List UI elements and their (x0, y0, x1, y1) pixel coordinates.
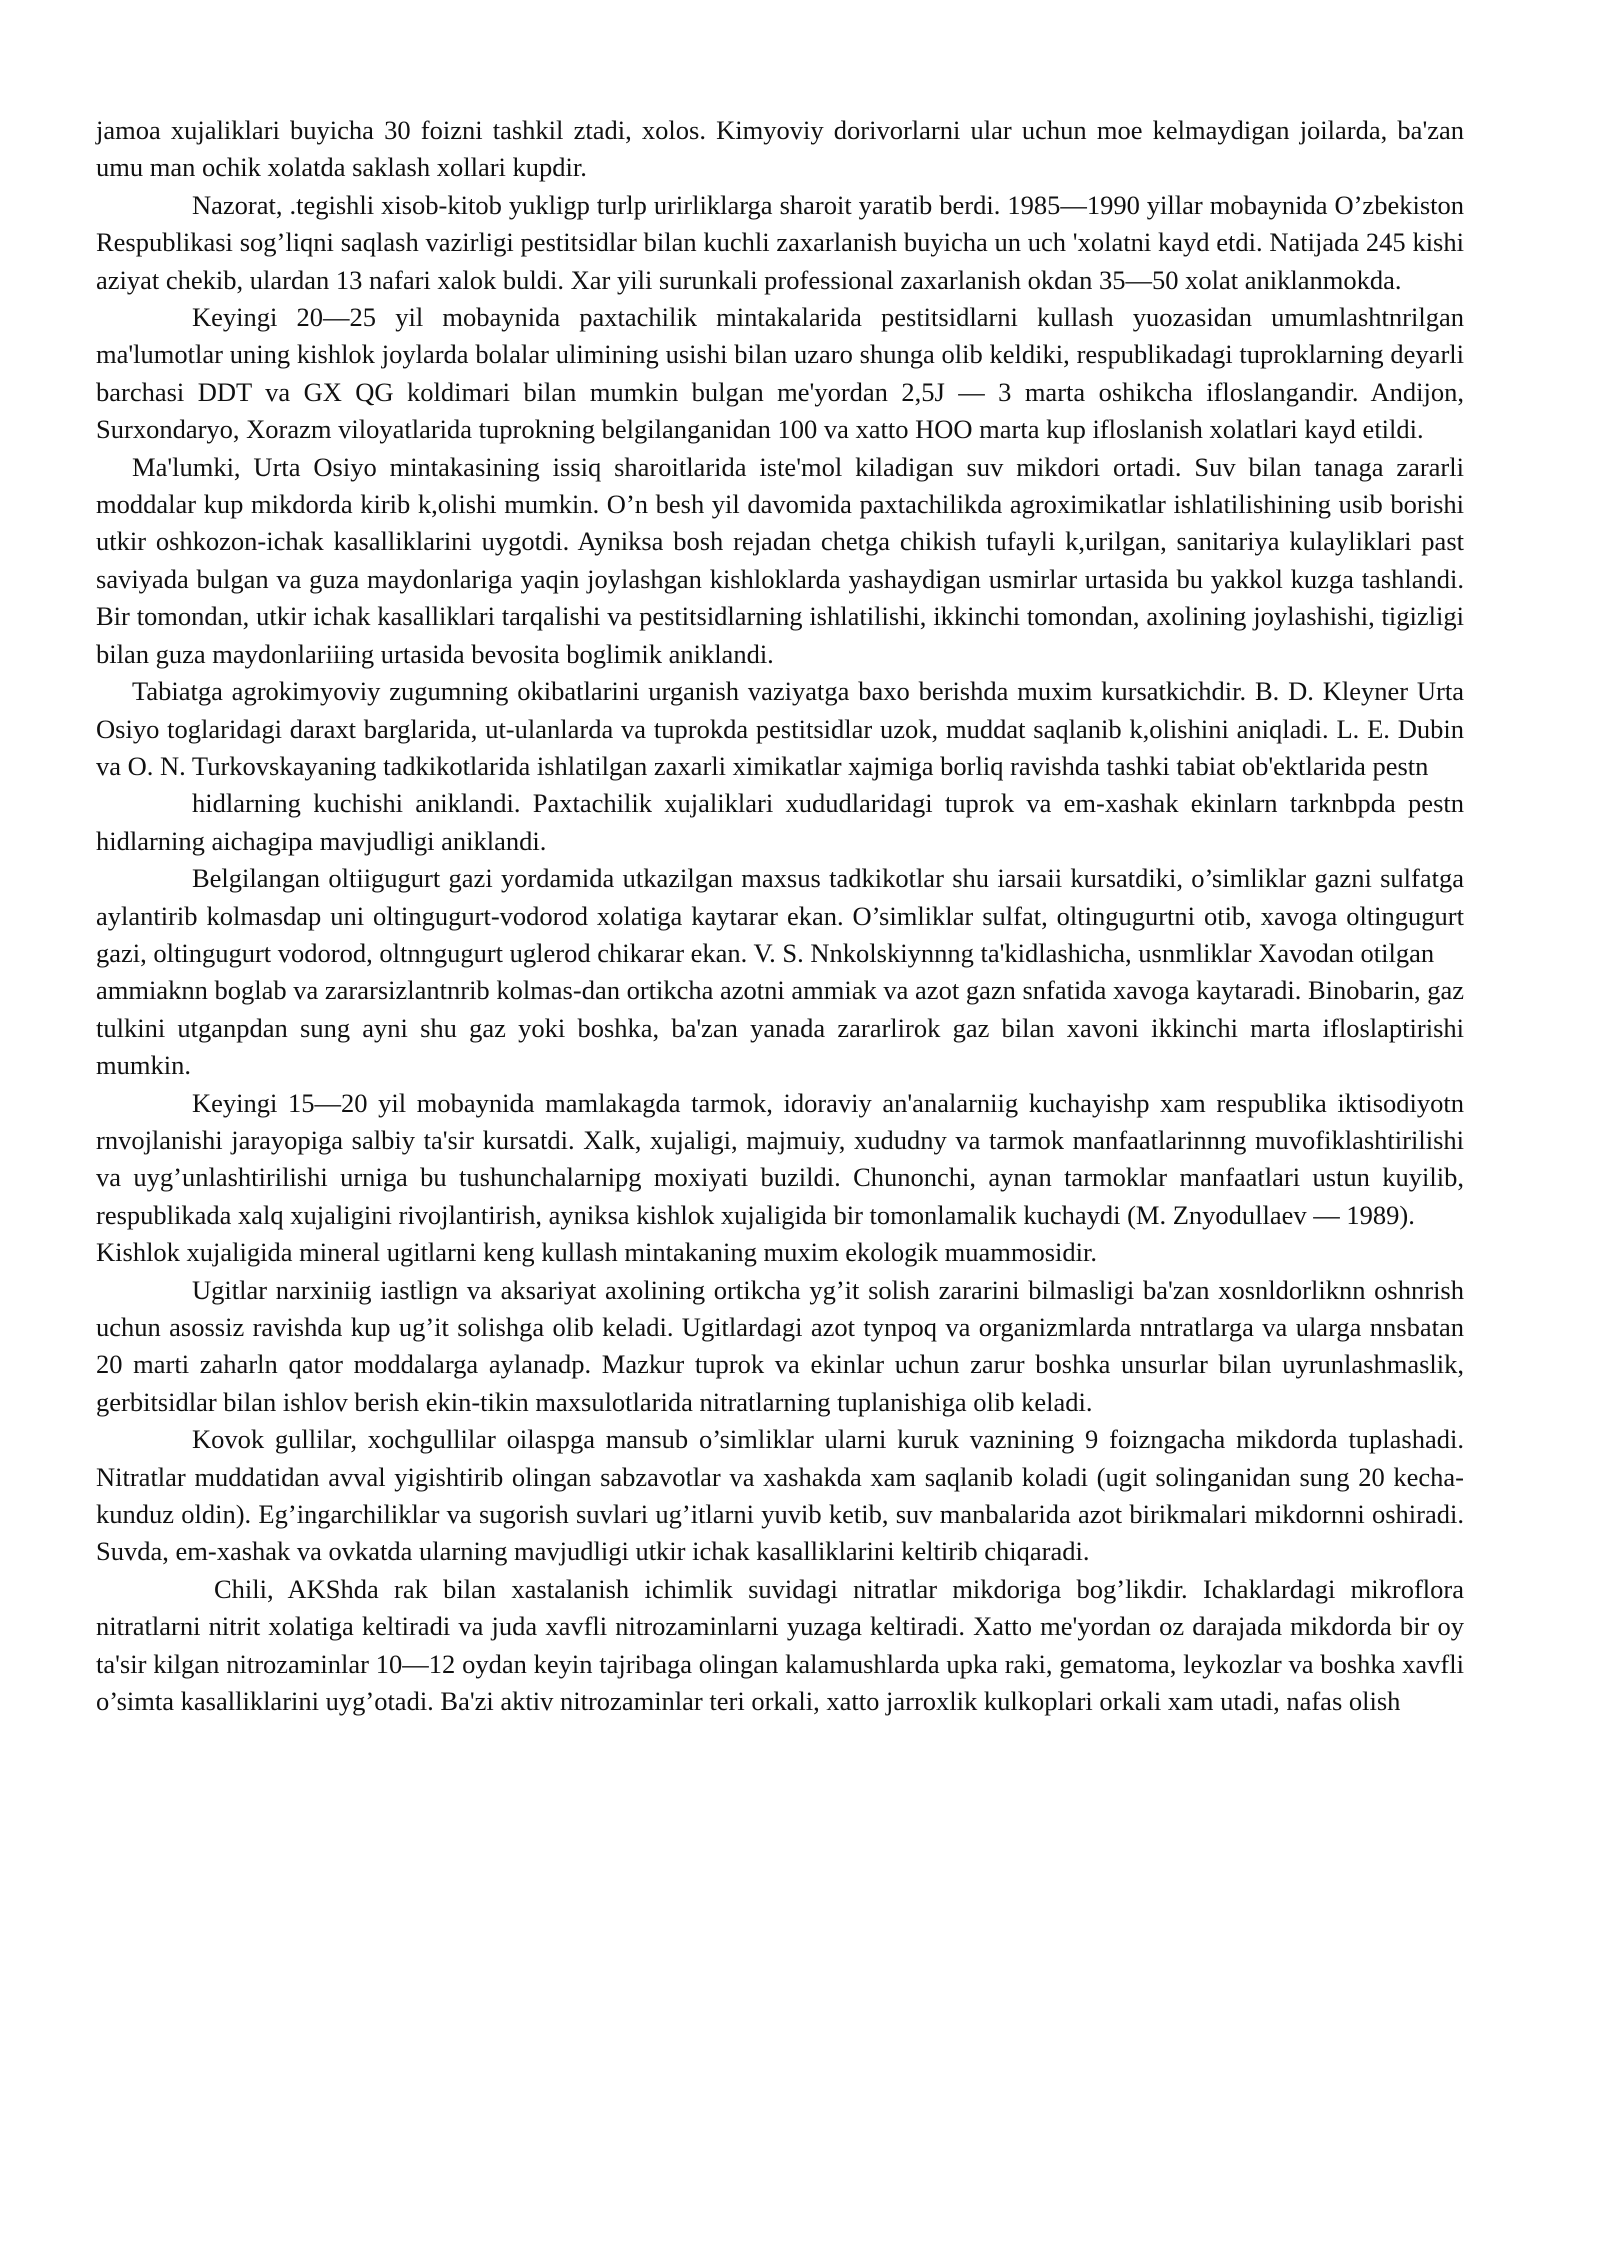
paragraph: Keyingi 20—25 yil mobaynida paxtachilik mintakalarida pestitsidlarni kullash yuozasidan umumlashtnrilgan ma'lumotlar uning kishlok joylarda bolalar ulimining usishi bilan uzaro shunga olib keldiki, respublikadagi tuproklarning deyarli barchasi DDT va GX QG koldimari bilan mumkin bulgan me'yordan 2,5J — 3 marta oshikcha ifloslangandir. Andijon, Surxondaryo, Xorazm viloyatlarida tuprokning belgilanganidan 100 va xatto HOO marta kup ifloslanish xolatlari kayd etildi. (96, 302, 1464, 445)
paragraph: Kovok gullilar, xochgullilar oilaspga mansub o’simliklar ularni kuruk vaznining 9 foizngacha mikdorda tuplashadi. Nitratlar muddatidan avval yigishtirib olingan sabzavotlar va xashakda xam saqlanib koladi (ugit solinganidan sung 20 kecha-kunduz oldin). Eg’ingarchiliklar va sugorish suvlari ug’itlarni yuvib ketib, suv manbalarida azot birikmalari mikdornni oshiradi. Suvda, em-xashak va ovkatda ularning mavjudligi utkir ichak kasalliklarini keltirib chiqaradi. (96, 1424, 1464, 1567)
paragraph: Tabiatga agrokimyoviy zugumning okibatlarini urganish vaziyatga baxo berishda muxim kursatkichdir. B. D. Kleyner Urta Osiyo toglaridagi daraxt barglarida, ut-ulanlarda va tuprokda pestitsidlar uzok, muddat saqlanib k,olishini aniqladi. L. E. Dubin va O. N. Turkovskayaning tadkikotlarida ishlatilgan zaxarli ximikatlar xajmiga borliq ravishda tashki tabiat ob'ektlarida pestn (96, 676, 1464, 781)
paragraph: Kishlok xujaligida mineral ugitlarni keng kullash mintakaning muxim ekologik muammosidir. (96, 1237, 1097, 1268)
document-body (96, 112, 1464, 1720)
paragraph: ammiaknn boglab va zararsizlantnrib kolmas-dan ortikcha azotni ammiak va azot gazn snfatida xavoga kaytaradi. Binobarin, gaz tulkini utganpdan sung ayni shu gaz yoki boshka, ba'zan yanada zararlirok gaz bilan xavoni ikkinchi marta ifloslaptirishi mumkin. (96, 975, 1464, 1081)
paragraph: Chili, AKShda rak bilan xastalanish ichimlik suvidagi nitratlar mikdoriga bog’likdir. Ichaklardagi mikroflora nitratlarni nitrit xolatiga keltiradi va juda xavfli nitrozaminlarni yuzaga keltiradi. Xatto me'yordan oz darajada mikdorda bir oy ta'sir kilgan nitrozaminlar 10—12 oydan keyin tajribaga olingan kalamushlarda upka raki, gematoma, leykozlar va boshka xavfli o’simta kasalliklarini uyg’otadi. Ba'zi aktiv nitrozaminlar teri orkali, xatto jarroxlik kulkoplari orkali xam utadi, nafas olish (96, 1573, 1464, 1717)
paragraph: Ugitlar narxiniig iastlign va aksariyat axolining ortikcha yg’it solish zararini bilmasligi ba'zan xosnldorliknn oshnrish uchun asossiz ravishda kup ug’it solishga olib keladi. Ugitlardagi azot tynpoq va organizmlarda nntratlarga va ularga nnsbatan 20 marti zaharln qator moddalarga aylanadp. Mazkur tuprok va ekinlar uchun zarur boshka unsurlar bilan uyrunlashmaslik, gerbitsidlar bilan ishlov berish ekin-tikin maxsulotlarida nitratlarning tuplanishiga olib keladi. (96, 1274, 1464, 1417)
paragraph: jamoa xujaliklari buyicha 30 foizni tashkil ztadi, xolos. Kimyoviy dorivorlarni ular uchun moe kelmaydigan joilarda, ba'zan umu man ochik xolatda saklash xollari kupdir. (96, 115, 1464, 183)
paragraph: Nazorat, .tegishli xisob-kitob yukligp turlp urirliklarga sharoit yaratib berdi. 1985—1990 yillar mobaynida O’zbekiston Respublikasi sog’liqni saqlash vazirligi pestitsidlar bilan kuchli zaxarlanish buyicha un uch 'xolatni kayd etdi. Natijada 245 kishi aziyat chekib, ulardan 13 nafari xalok buldi. Xar yili surunkali professional zaxarlanish okdan 35—50 xolat aniklanmokda. (96, 189, 1464, 295)
paragraph: Belgilangan oltiigugurt gazi yordamida utkazilgan maxsus tadkikotlar shu iarsaii kursatdiki, o’simliklar gazni sulfatga aylantirib kolmasdap uni oltingugurt-vodorod xolatiga kaytarar ekan. O’simliklar sulfat, oltingugurtni otib, xavoga oltingugurt gazi, oltingugurt vodorod, oltnngugurt uglerod chikarar ekan. V. S. Nnkolskiynnng ta'kidlashicha, usnmliklar Xavodan otilgan (96, 863, 1464, 968)
paragraph: Ma'lumki, Urta Osiyo mintakasining issiq sharoitlarida iste'mol kiladigan suv mikdori ortadi. Suv bilan tanaga zararli moddalar kup mikdorda kirib k,olishi mumkin. O’n besh yil davomida paxtachilikda agroximikatlar ishlatilishining usib borishi utkir oshkozon-ichak kasalliklarini uygotdi. Ayniksa bosh rejadan chetga chikish tufayli k,urilgan, sanitariya kulayliklari past saviyada bulgan va guza maydonlariga yaqin joylashgan kishloklarda yashaydigan usmirlar urtasida bu yakkol kuzga tashlandi. Bir tomondan, utkir ichak kasalliklari tarqalishi va pestitsidlarning ishlatilishi, ikkinchi tomondan, axolining joylashishi, tigizligi bilan guza maydonlariiing urtasida bevosita boglimik aniklandi. (96, 451, 1464, 669)
paragraph: hidlarning kuchishi aniklandi. Paxtachilik xujaliklari xududlaridagi tuprok va em-xashak ekinlarn tarknbpda pestn hidlarning aichagipa mavjudligi aniklandi. (96, 788, 1464, 856)
paragraph: Keyingi 15—20 yil mobaynida mamlakagda tarmok, idoraviy an'analarniig kuchayishp xam respublika iktisodiyotn rnvojlanishi jarayopiga salbiy ta'sir kursatdi. Xalk, xujaligi, majmuiy, xududny va tarmok manfaatlarinnng muvofiklashtirilishi va uyg’unlashtirilishi urniga bu tushunchalarnipg moxiyati buzildi. Chunonchi, aynan tarmoklar manfaatlari ustun kuyilib, respublikada xalq xujaligini rivojlantirish, ayniksa kishlok xujaligida bir tomonlamalik kuchaydi (M. Znyodullaev — 1989). (96, 1087, 1464, 1230)
